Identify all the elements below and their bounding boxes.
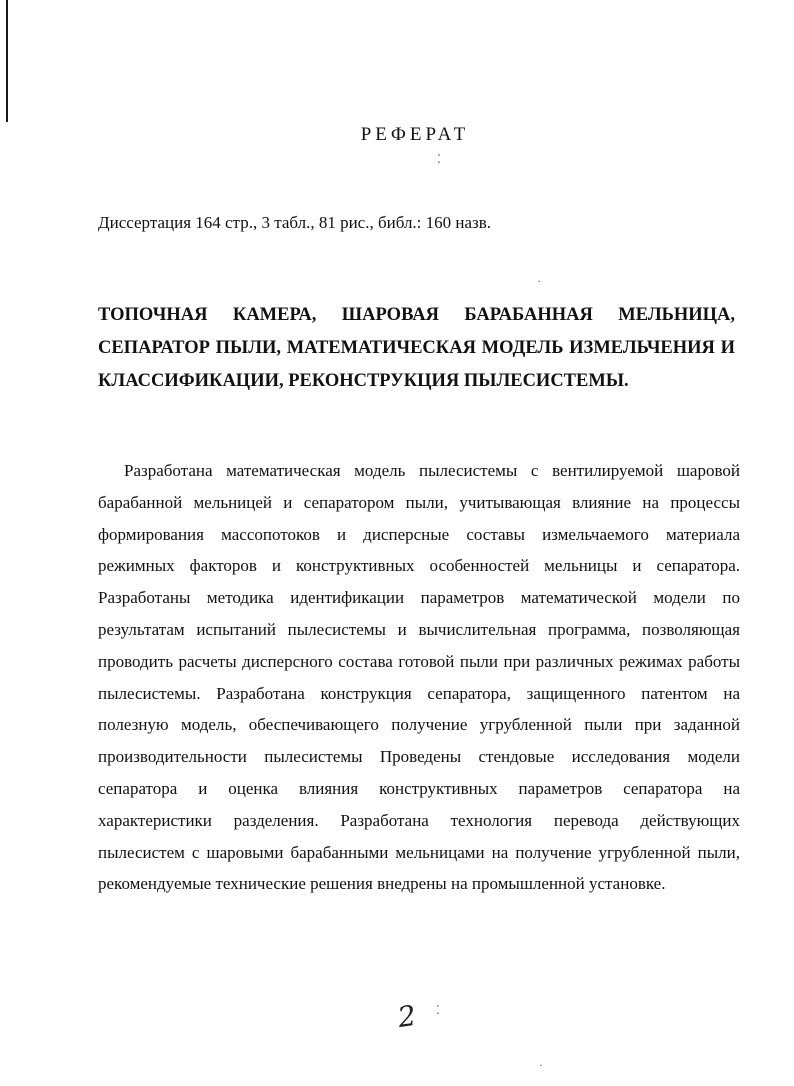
scan-speck: ⁚ [436,1003,440,1017]
page-number: 2 [395,998,419,1035]
scan-speck: · [537,274,541,288]
scan-speck: · [539,1058,543,1072]
scan-edge-line [6,0,8,122]
scan-speck: ⁚ [437,152,441,166]
page-title: РЕФЕРАТ [360,124,470,145]
keywords: ТОПОЧНАЯ КАМЕРА, ШАРОВАЯ БАРАБАННАЯ МЕЛЬНИЦА, СЕПАРАТОР ПЫЛИ, МАТЕМАТИЧЕСКАЯ МОДЕЛЬ ИЗМЕЛЬЧЕНИЯ И КЛАССИФИКАЦИИ, РЕКОНСТРУКЦИЯ ПЫЛЕСИСТЕМЫ. [98,305,735,391]
abstract-paragraph: Разработана математическая модель пылесистемы с вентилируемой шаровой барабанной мельницей и сепаратором пыли, учитывающая влияние на процессы формирования массопотоков и дисперсные составы измельчаемого материала режимных факторов и конструктивных особенностей мельницы и сепаратора. Разработаны методика идентификации параметров математической модели по результатам испытаний пылесистемы и вычислительная программа, позволяющая проводить расчеты дисперсного состава готовой пыли при различных режимах работы пылесистемы. Разработана конструкция сепаратора, защищенного патентом на полезную модель, обеспечивающего получение угрубленной пыли при заданной производительности пылесистемы Проведены стендовые исследования модели сепаратора и оценка влияния конструктивных параметров сепаратора на характеристики разделения. Разработана технология перевода действующих пылесистем с шаровыми барабанными мельницами на получение угрубленной пыли, рекомендуемые технические решения внедрены на промышленной установке. [98,461,740,894]
dissertation-summary: Диссертация 164 стр., 3 табл., 81 рис., библ.: 160 назв. [98,213,492,232]
